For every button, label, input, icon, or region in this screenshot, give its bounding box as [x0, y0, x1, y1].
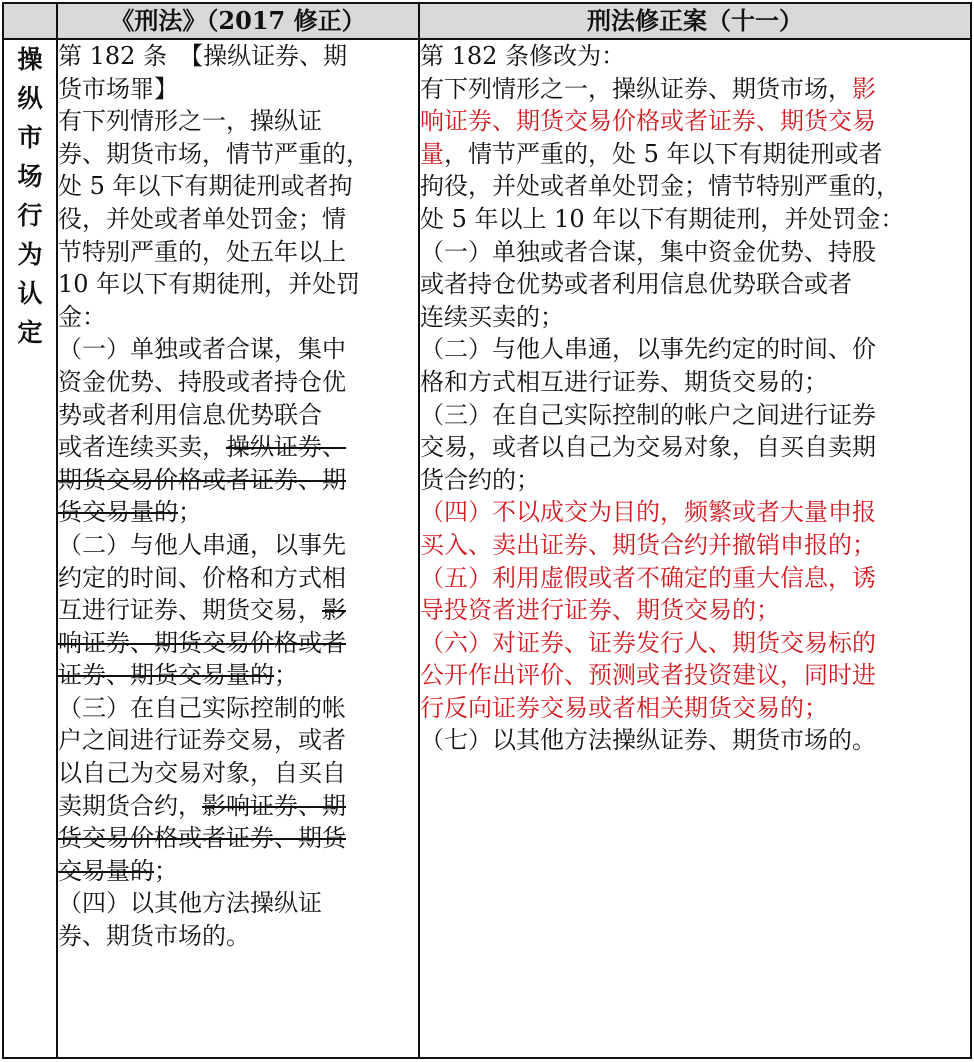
deleted-text: 货交易量的 — [58, 498, 178, 527]
old-text-segment: 或者连续买卖， — [58, 433, 226, 462]
side-label-char: 操 — [17, 45, 43, 74]
new-line — [420, 138, 970, 171]
amended-text: 量 — [420, 139, 444, 168]
side-label-char: 认 — [17, 279, 43, 308]
old-text-segment: ； — [274, 661, 298, 690]
new-line — [420, 73, 970, 106]
old-line: 势或者利用信息优势联合 — [58, 400, 322, 429]
old-line: 券、期货市场，情节严重的， — [58, 139, 370, 168]
header-new-law: 刑法修正案（十一） — [419, 3, 971, 39]
old-line: （一）单独或者合谋，集中 — [58, 335, 346, 364]
deleted-text: 影响证券、期 — [202, 791, 346, 820]
deleted-text: 影 — [322, 596, 346, 625]
old-text-segment: ； — [178, 498, 202, 527]
new-line: （七）以其他方法操纵证券、期货市场的。 — [420, 726, 876, 755]
old-line: 第 182 条 【操纵证券、期 — [58, 42, 348, 70]
side-label-cell — [3, 39, 57, 1058]
old-line — [58, 659, 418, 692]
old-line: 有下列情形之一，操纵证 — [58, 107, 322, 136]
old-line: （二）与他人串通，以事先 — [58, 530, 346, 559]
old-line: 以自己为交易对象，自买自 — [58, 759, 346, 788]
old-line: 户之间进行证券交易，或者 — [58, 726, 346, 755]
old-line — [58, 594, 418, 627]
new-line: 处 5 年以上 10 年以下有期徒刑，并处罚金： — [420, 204, 905, 233]
header-blank-cell — [3, 3, 57, 39]
side-label-char: 定 — [17, 318, 43, 347]
old-text-segment: 互进行证券、期货交易， — [58, 596, 322, 625]
old-law-text — [58, 40, 418, 953]
old-line: 10 年以下有期徒刑，并处罚 — [58, 270, 361, 299]
header-old-law: 《刑法》（2017 修正） — [57, 3, 419, 39]
new-line: 或者持仓优势或者利用信息优势联合或者 — [420, 270, 852, 299]
new-text-segment: 有下列情形之一，操纵证券、期货市场， — [420, 74, 852, 103]
new-line: （三）在自己实际控制的帐户之间进行证券 — [420, 400, 876, 429]
new-line: 拘役，并处或者单处罚金；情节特别严重的， — [420, 172, 900, 201]
new-line: 货合约的； — [420, 465, 540, 494]
side-label-char: 纵 — [17, 84, 43, 113]
deleted-text: 证券、期货交易量的 — [58, 661, 274, 690]
old-line: 约定的时间、价格和方式相 — [58, 563, 346, 592]
side-label-char: 行 — [17, 201, 43, 230]
deleted-text: 响证券、期货交易价格或者 — [58, 628, 346, 657]
amended-text: 导投资者进行证券、期货交易的； — [420, 596, 780, 625]
old-text-segment: 卖期货合约， — [58, 791, 202, 820]
old-law-cell — [57, 39, 419, 1058]
old-line: （三）在自己实际控制的帐 — [58, 693, 346, 722]
old-line: 役，并处或者单处罚金；情 — [58, 204, 346, 233]
deleted-text: 操纵证券、 — [226, 433, 346, 462]
amended-text: 公开作出评价、预测或者投资建议，同时进 — [420, 661, 876, 690]
old-line: 金： — [58, 302, 106, 331]
amended-text: 影 — [852, 74, 876, 103]
old-line: （四）以其他方法操纵证 — [58, 889, 322, 918]
side-label — [17, 40, 42, 352]
old-text-segment: ； — [154, 856, 178, 885]
old-line: 处 5 年以下有期徒刑或者拘 — [58, 172, 353, 201]
amended-text: （五）利用虚假或者不确定的重大信息，诱 — [420, 563, 876, 592]
old-line: 节特别严重的，处五年以上 — [58, 237, 346, 266]
comparison-table — [2, 2, 972, 1059]
deleted-text: 货交易价格或者证券、期货 — [58, 824, 346, 853]
new-text-segment: ，情节严重的，处 5 年以下有期徒刑或者 — [444, 139, 883, 168]
body-row — [3, 39, 971, 1058]
amended-text: （六）对证券、证券发行人、期货交易标的 — [420, 628, 876, 657]
old-line — [58, 790, 418, 823]
new-line: （二）与他人串通，以事先约定的时间、价 — [420, 335, 876, 364]
new-line: 连续买卖的； — [420, 302, 564, 331]
new-line: 交易，或者以自己为交易对象，自买自卖期 — [420, 433, 876, 462]
side-label-char: 为 — [17, 240, 43, 269]
side-label-char: 场 — [17, 162, 43, 191]
header-row — [3, 3, 971, 39]
old-line — [58, 431, 418, 464]
old-line: 券、期货市场的。 — [58, 922, 250, 951]
new-line: （一）单独或者合谋，集中资金优势、持股 — [420, 237, 876, 266]
amended-text: 行反向证券交易或者相关期货交易的； — [420, 693, 828, 722]
amended-text: 买入、卖出证券、期货合约并撤销申报的； — [420, 530, 876, 559]
amended-text: 响证券、期货交易价格或者证券、期货交易 — [420, 107, 876, 136]
new-law-cell — [419, 39, 971, 1058]
new-line: 格和方式相互进行证券、期货交易的； — [420, 367, 828, 396]
deleted-text: 期货交易价格或者证券、期 — [58, 465, 346, 494]
new-line: 第 182 条修改为： — [420, 42, 626, 70]
old-line: 资金优势、持股或者持仓优 — [58, 367, 346, 396]
old-line — [58, 855, 418, 888]
side-label-char: 市 — [17, 123, 43, 152]
old-line — [58, 496, 418, 529]
amended-text: （四）不以成交为目的，频繁或者大量申报 — [420, 498, 876, 527]
new-law-text — [420, 40, 970, 757]
deleted-text: 交易量的 — [58, 856, 154, 885]
old-line: 货市场罪】 — [58, 74, 178, 103]
